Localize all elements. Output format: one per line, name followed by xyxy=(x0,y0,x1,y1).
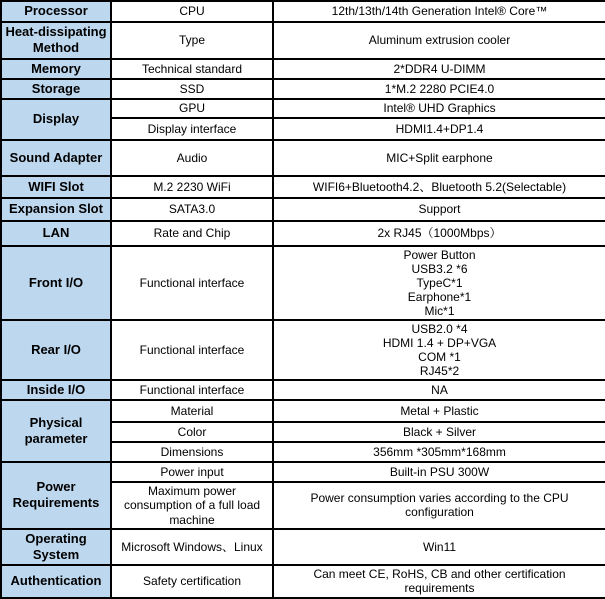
table-row xyxy=(1,176,605,198)
attribute-audio: Audio xyxy=(111,140,273,176)
attribute-power-input: Power input xyxy=(111,462,273,482)
value-line: RJ45*2 xyxy=(419,364,460,378)
value-power-input: Built-in PSU 300W xyxy=(273,462,605,482)
table-row xyxy=(1,79,605,99)
value-front-io xyxy=(273,246,605,320)
value-line: USB3.2 *6 xyxy=(411,262,468,276)
category-expansion-slot: Expansion Slot xyxy=(1,198,111,221)
table-row xyxy=(1,246,605,320)
category-storage: Storage xyxy=(1,79,111,99)
table-row xyxy=(1,565,605,597)
attribute-os-options: Microsoft Windows、Linux xyxy=(111,529,273,566)
category-heat-dissipating-method: Heat-dissipating Method xyxy=(1,22,111,59)
value-max-power: Power consumption varies according to the CPU configuration xyxy=(273,482,605,528)
value-memory: 2*DDR4 U-DIMM xyxy=(273,59,605,79)
table-row xyxy=(1,462,605,482)
attribute-technical-standard: Technical standard xyxy=(111,59,273,79)
value-line: Mic*1 xyxy=(424,304,455,318)
attribute-functional-interface-rear: Functional interface xyxy=(111,320,273,380)
value-display-interface: HDMI1.4+DP1.4 xyxy=(273,118,605,140)
table-row xyxy=(1,22,605,59)
category-memory: Memory xyxy=(1,59,111,79)
category-operating-system: Operating System xyxy=(1,529,111,566)
table-row xyxy=(1,1,605,22)
category-processor: Processor xyxy=(1,1,111,22)
attribute-m2-wifi: M.2 2230 WiFi xyxy=(111,176,273,198)
category-authentication: Authentication xyxy=(1,565,111,597)
attribute-display-interface: Display interface xyxy=(111,118,273,140)
value-line: TypeC*1 xyxy=(416,276,463,290)
attribute-dimensions: Dimensions xyxy=(111,442,273,462)
attribute-color: Color xyxy=(111,422,273,442)
value-cooler: Aluminum extrusion cooler xyxy=(273,22,605,59)
value-rear-io xyxy=(273,320,605,380)
value-cpu: 12th/13th/14th Generation Intel® Core™ xyxy=(273,1,605,22)
value-material: Metal + Plastic xyxy=(273,400,605,422)
attribute-rate-and-chip: Rate and Chip xyxy=(111,221,273,246)
table-row xyxy=(1,529,605,566)
table-row xyxy=(1,140,605,176)
attribute-functional-interface-front: Functional interface xyxy=(111,246,273,320)
value-gpu: Intel® UHD Graphics xyxy=(273,99,605,118)
attribute-type: Type xyxy=(111,22,273,59)
attribute-gpu: GPU xyxy=(111,99,273,118)
value-dimensions: 356mm *305mm*168mm xyxy=(273,442,605,462)
value-line: HDMI 1.4 + DP+VGA xyxy=(382,336,497,350)
table-row xyxy=(1,400,605,422)
category-display: Display xyxy=(1,99,111,140)
table-row xyxy=(1,198,605,221)
category-sound-adapter: Sound Adapter xyxy=(1,140,111,176)
value-os: Win11 xyxy=(273,529,605,566)
value-certification: Can meet CE, RoHS, CB and other certification requirements xyxy=(273,565,605,597)
attribute-functional-interface-inside: Functional interface xyxy=(111,380,273,400)
table-row xyxy=(1,99,605,118)
category-wifi-slot: WIFI Slot xyxy=(1,176,111,198)
category-power-requirements: Power Requirements xyxy=(1,462,111,528)
value-line: Earphone*1 xyxy=(407,290,472,304)
value-lan: 2x RJ45（1000Mbps） xyxy=(273,221,605,246)
value-color: Black + Silver xyxy=(273,422,605,442)
value-wifi: WIFI6+Bluetooth4.2、Bluetooth 5.2(Selectable) xyxy=(273,176,605,198)
table-row xyxy=(1,221,605,246)
value-inside-io: NA xyxy=(273,380,605,400)
value-ssd: 1*M.2 2280 PCIE4.0 xyxy=(273,79,605,99)
attribute-ssd: SSD xyxy=(111,79,273,99)
value-audio: MIC+Split earphone xyxy=(273,140,605,176)
category-front-io: Front I/O xyxy=(1,246,111,320)
table-row xyxy=(1,59,605,79)
value-line: USB2.0 *4 xyxy=(411,322,468,336)
table-row xyxy=(1,320,605,380)
value-sata-support: Support xyxy=(273,198,605,221)
category-physical-parameter: Physical parameter xyxy=(1,400,111,462)
value-line: COM *1 xyxy=(418,350,461,364)
category-lan: LAN xyxy=(1,221,111,246)
attribute-max-power-consumption: Maximum power consumption of a full load machine xyxy=(111,482,273,528)
attribute-material: Material xyxy=(111,400,273,422)
attribute-safety-certification: Safety certification xyxy=(111,565,273,597)
value-line: Power Button xyxy=(403,248,476,262)
category-rear-io: Rear I/O xyxy=(1,320,111,380)
attribute-sata: SATA3.0 xyxy=(111,198,273,221)
attribute-cpu: CPU xyxy=(111,1,273,22)
category-inside-io: Inside I/O xyxy=(1,380,111,400)
table-row xyxy=(1,380,605,400)
